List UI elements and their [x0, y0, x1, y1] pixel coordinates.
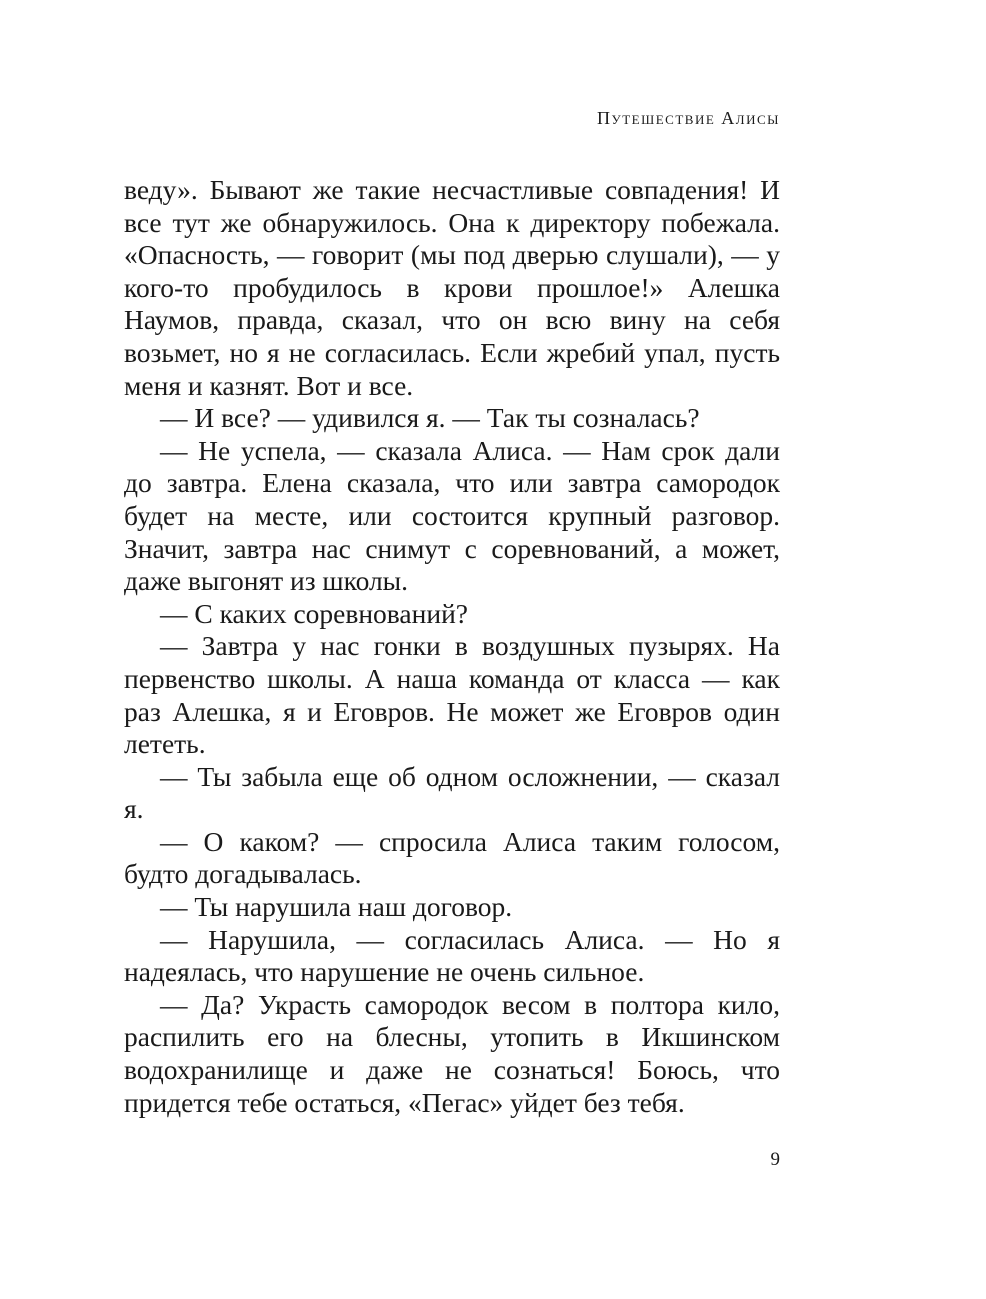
- paragraph: — С каких соревнований?: [160, 597, 468, 629]
- paragraph: — Нарушила, — согласилась Алиса. — Но я надеялась, что нарушение не очень сильное.: [124, 923, 780, 988]
- page-number: 9: [770, 1149, 780, 1170]
- paragraph: — О каком? — спросила Алиса таким голосом, будто догадывалась.: [124, 825, 780, 890]
- paragraph: — Да? Украсть самородок весом в полтора кило, распилить его на блесны, утопить в Икшинском водохранилище и даже не сознаться! Боюсь, что придется тебе остаться, «Пегас» уйдет без тебя.: [124, 988, 780, 1118]
- paragraph: веду». Бывают же такие несчастливые совпадения! И все тут же обнаружилось. Она к директору побежала. «Опасность, — говорит (мы под дверью слушали), — у кого-то пробудилось в крови прошлое!» Алешка Наумов, правда, сказал, что он всю вину на себя возьмет, но я не согласилась. Если жребий упал, пусть меня и казнят. Вот и все.: [124, 174, 780, 401]
- paragraph: — И все? — удивился я. — Так ты созналась?: [160, 402, 700, 434]
- page-body: [124, 174, 780, 1119]
- paragraph: — Не успела, — сказала Алиса. — Нам срок дали до завтра. Елена сказала, что или завтра самородок будет на месте, или состоится крупный разговор. Значит, завтра нас снимут с соревнований, а может, даже выгонят из школы.: [124, 434, 780, 597]
- running-head: Путешествие Алисы: [597, 108, 780, 128]
- paragraph: — Ты нарушила наш договор.: [160, 891, 513, 923]
- paragraph: — Ты забыла еще об одном осложнении, — сказал я.: [124, 760, 780, 825]
- paragraph: — Завтра у нас гонки в воздушных пузырях. На первенство школы. А наша команда от класса — как раз Алешка, я и Еговров. Не может же Еговров один лететь.: [124, 630, 780, 760]
